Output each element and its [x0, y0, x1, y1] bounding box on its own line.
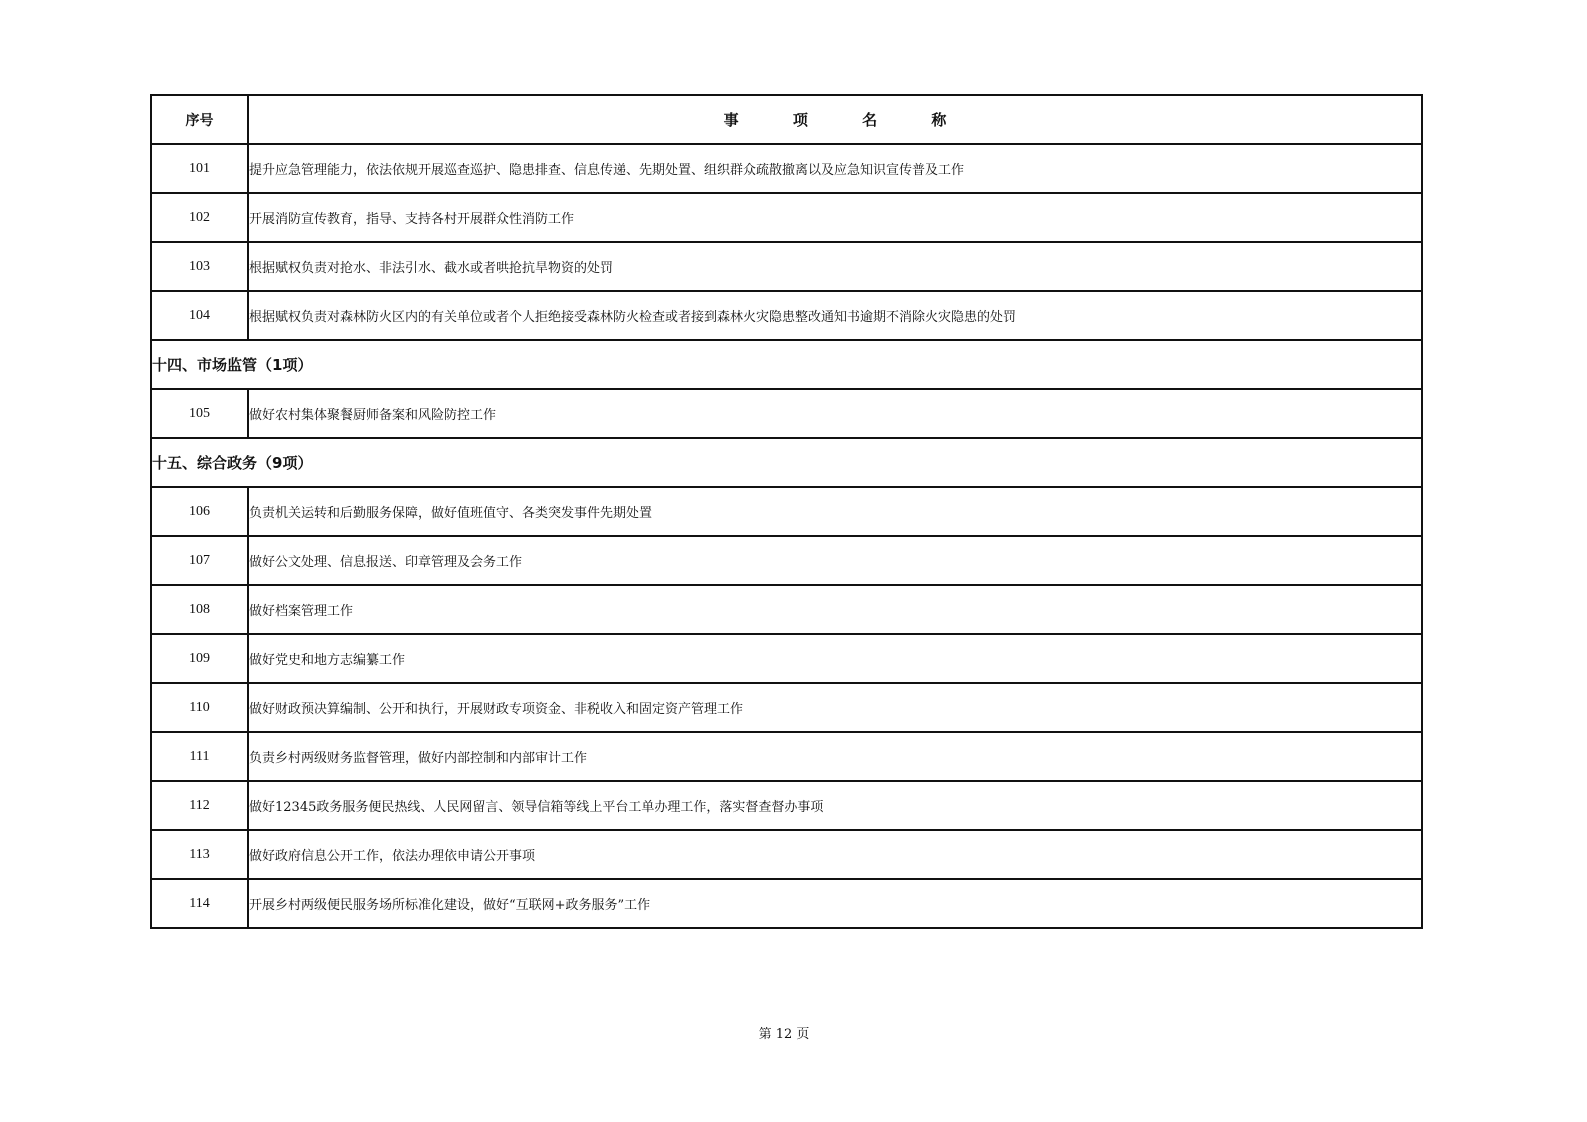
row-number: 112: [151, 781, 248, 830]
row-number: 101: [151, 144, 248, 193]
header-char: 名: [862, 111, 878, 129]
row-item-name: 做好政府信息公开工作，依法办理依申请公开事项: [248, 830, 1422, 879]
section-heading: 十五、综合政务（9项）: [151, 438, 1422, 487]
row-number: 111: [151, 732, 248, 781]
header-char: 项: [792, 111, 808, 129]
row-number: 104: [151, 291, 248, 340]
row-item-name: 提升应急管理能力，依法依规开展巡查巡护、隐患排查、信息传递、先期处置、组织群众疏散撤离以及应急知识宣传普及工作: [248, 144, 1422, 193]
section-row: [151, 340, 1422, 389]
items-table: [150, 94, 1423, 929]
row-number: 110: [151, 683, 248, 732]
row-number: 105: [151, 389, 248, 438]
header-number: 序号: [151, 95, 248, 144]
table-row: [151, 389, 1422, 438]
section-heading: 十四、市场监管（1项）: [151, 340, 1422, 389]
row-item-name: 开展消防宣传教育，指导、支持各村开展群众性消防工作: [248, 193, 1422, 242]
row-item-name: 做好农村集体聚餐厨师备案和风险防控工作: [248, 389, 1422, 438]
row-item-name: 负责机关运转和后勤服务保障，做好值班值守、各类突发事件先期处置: [248, 487, 1422, 536]
row-number: 108: [151, 585, 248, 634]
header-char: 称: [931, 111, 947, 129]
row-item-name: 做好档案管理工作: [248, 585, 1422, 634]
table-row: [151, 781, 1422, 830]
page-number: 第 12 页: [758, 1027, 810, 1042]
table-row: [151, 487, 1422, 536]
row-item-name: 做好财政预决算编制、公开和执行，开展财政专项资金、非税收入和固定资产管理工作: [248, 683, 1422, 732]
row-item-name: 根据赋权负责对抢水、非法引水、截水或者哄抢抗旱物资的处罚: [248, 242, 1422, 291]
table-row: [151, 683, 1422, 732]
table-row: [151, 585, 1422, 634]
row-item-name: 负责乡村两级财务监督管理，做好内部控制和内部审计工作: [248, 732, 1422, 781]
table-row: [151, 144, 1422, 193]
table-row: [151, 193, 1422, 242]
table-row: [151, 879, 1422, 928]
row-item-name: 根据赋权负责对森林防火区内的有关单位或者个人拒绝接受森林防火检查或者接到森林火灾隐患整改通知书逾期不消除火灾隐患的处罚: [248, 291, 1422, 340]
table-row: [151, 634, 1422, 683]
row-number: 103: [151, 242, 248, 291]
row-number: 106: [151, 487, 248, 536]
row-item-name: 开展乡村两级便民服务场所标准化建设，做好“互联网+政务服务”工作: [248, 879, 1422, 928]
row-item-name: 做好12345政务服务便民热线、人民网留言、领导信箱等线上平台工单办理工作，落实督查督办事项: [248, 781, 1422, 830]
table-row: [151, 830, 1422, 879]
row-number: 109: [151, 634, 248, 683]
row-number: 114: [151, 879, 248, 928]
table-row: [151, 536, 1422, 585]
header-item-name: [248, 95, 1422, 144]
table-row: [151, 242, 1422, 291]
row-item-name: 做好公文处理、信息报送、印章管理及会务工作: [248, 536, 1422, 585]
table-header-row: [151, 95, 1422, 144]
table-row: [151, 291, 1422, 340]
section-row: [151, 438, 1422, 487]
row-number: 107: [151, 536, 248, 585]
row-number: 113: [151, 830, 248, 879]
header-char: 事: [723, 111, 739, 129]
table-row: [151, 732, 1422, 781]
row-item-name: 做好党史和地方志编纂工作: [248, 634, 1422, 683]
row-number: 102: [151, 193, 248, 242]
